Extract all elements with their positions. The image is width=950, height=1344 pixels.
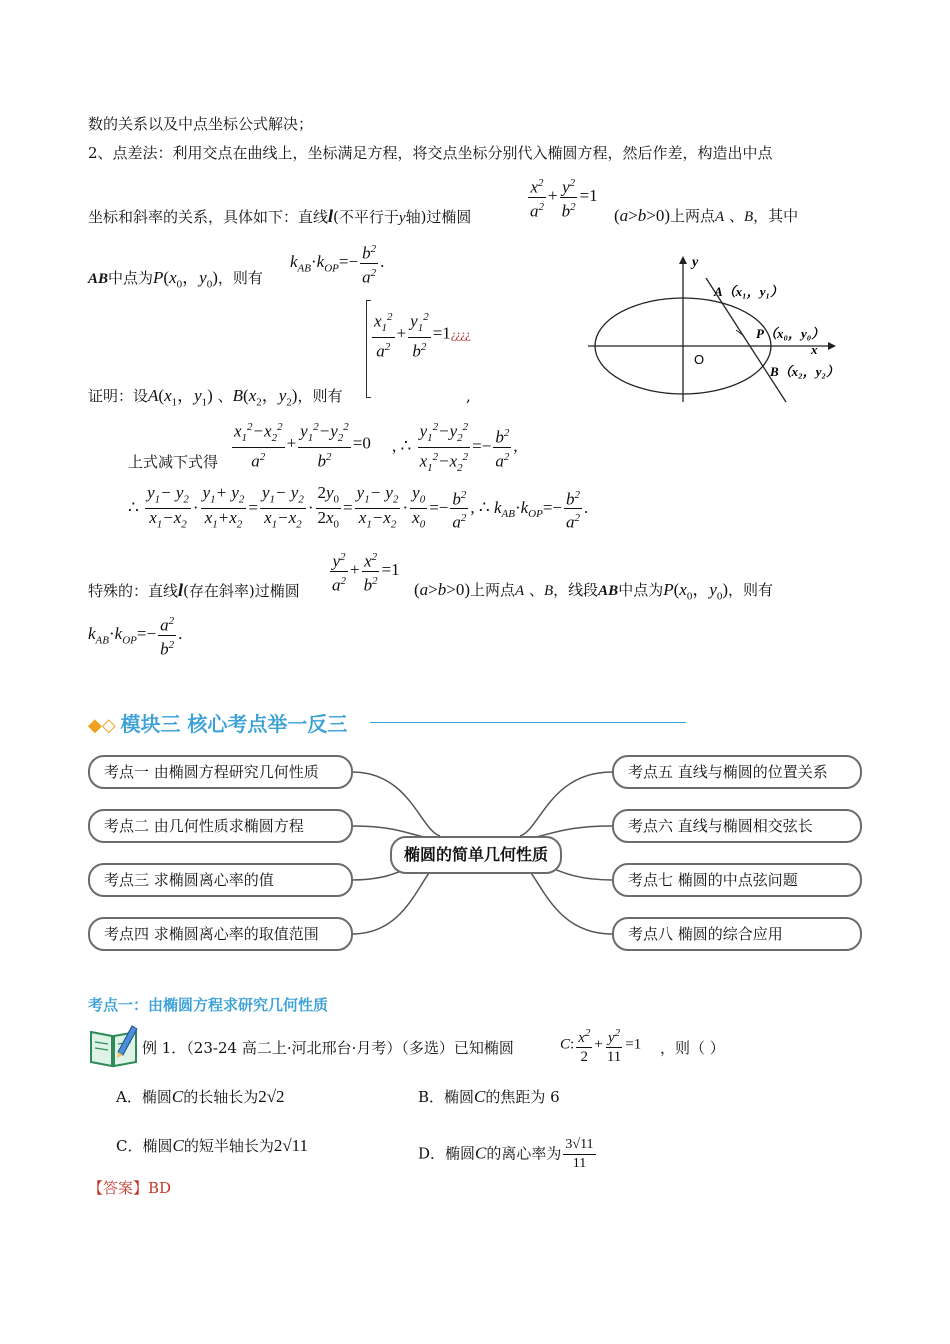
option-a[interactable]: A．椭圆C的长轴长为2√2 xyxy=(116,1087,285,1106)
ellipse-equation-2: $\frac{y^2}{a^2}$ + $\frac{x^2}{b^2}$ =1 xyxy=(328,548,400,594)
intro-line-3-d: 上两点 xyxy=(670,207,716,225)
mindmap-node-5[interactable]: 考点五 直线与椭圆的位置关系 xyxy=(612,755,862,789)
proof-system-eq1: $\frac{x_1^2}{a^2}$ + $\frac{y_1^2}{b^2}$ =1¿¿¿¿ xyxy=(370,308,470,361)
special-f: ，则有 xyxy=(728,581,774,599)
book-pencil-icon xyxy=(88,1022,140,1068)
option-b-label: B．椭圆 xyxy=(418,1088,475,1106)
option-c[interactable]: C．椭圆C的短半轴长为2√11 xyxy=(116,1136,309,1155)
intro-line-3: 坐标和斜率的关系，具体如下：直线l(不平行于y轴)过椭圆 xyxy=(88,206,472,226)
subtract-equation: $\frac{x_1^2-x_2^2}{a^2}$ + $\frac{y_1^2-y_2^2}{b^2}$ =0 xyxy=(230,418,371,471)
proof-comma: , xyxy=(466,387,471,405)
special-line-tail: (a>b>0)上两点A 、B，线段AB中点为$P(x_0$，$y_0$)，则有 xyxy=(414,580,774,603)
mindmap-node-2[interactable]: 考点二 由几何性质求椭圆方程 xyxy=(88,809,353,843)
y-axis-label: y xyxy=(692,255,699,270)
intro-line-2: 2、点差法：利用交点在曲线上，坐标满足方程，将交点坐标分别代入椭圆方程，然后作差，构造出中点 xyxy=(88,144,773,162)
module-title: 模块三 核心考点举一反三 xyxy=(120,712,348,736)
option-c-tail: 的短半轴长为 xyxy=(183,1137,274,1155)
ellipse-figure xyxy=(588,252,850,412)
special-line: 特殊的：直线l(存在斜率)过椭圆 xyxy=(88,580,300,600)
mindmap-node-6[interactable]: 考点六 直线与椭圆相交弦长 xyxy=(612,809,862,843)
subtract-label: 上式减下式得 xyxy=(128,453,219,471)
proof-label: 证明：设 xyxy=(88,387,149,405)
special-a: 特殊的：直线 xyxy=(88,582,179,600)
special-b: (存在斜率)过椭圆 xyxy=(183,582,300,600)
intro-line-3-tail: (a>b>0)上两点A 、B，其中 xyxy=(614,206,799,225)
mindmap-node-7[interactable]: 考点七 椭圆的中点弦问题 xyxy=(612,863,862,897)
option-a-tail: 的长轴长为 xyxy=(183,1088,259,1106)
special-e: 中点为 xyxy=(618,581,664,599)
x-axis-arrow xyxy=(828,342,836,350)
therefore-equation: ∴ $\frac{y_1- y_2}{x_1-x_2}$ · $\frac{y_1+ y_2}{x_1+x_2}$ = $\frac{y_1- y_2}{x_1-x_2}$ · $\frac{2y_0}{2x_0}$ = $\frac{y_1- y_2}{x_1-x_2}$ · $\frac{y_0}{x_0}$ =− $\frac{b^2}{a^2}$ , ∴ $k_{AB}\cdot k_{OP}=-$ $\frac{b^2}{a^2}$ . xyxy=(128,483,589,533)
module-divider xyxy=(370,722,686,723)
diamond-icon: ◆◇ xyxy=(88,715,116,736)
intro-line-3-e: ，其中 xyxy=(753,207,799,225)
mindmap-node-8[interactable]: 考点八 椭圆的综合应用 xyxy=(612,917,862,951)
intro-line-3-b: (不平行于 xyxy=(333,208,399,226)
option-d-label: D．椭圆 xyxy=(418,1144,476,1163)
mindmap-center[interactable]: 椭圆的简单几何性质 xyxy=(390,836,562,874)
proof-line: 证明：设$A(x_1$，$y_1$) 、$B(x_2$，$y_2$)，则有 xyxy=(88,386,343,409)
option-c-label: C．椭圆 xyxy=(116,1137,173,1155)
option-a-label: A．椭圆 xyxy=(116,1088,172,1106)
answer-tag: 【答案】 xyxy=(88,1179,149,1197)
section-heading: 考点一：由椭圆方程求研究几何性质 xyxy=(88,996,329,1014)
option-b-tail: 的焦距为 6 xyxy=(485,1088,560,1106)
intro-line-4-b: ，则有 xyxy=(217,269,263,287)
mindmap-node-4[interactable]: 考点四 求椭圆离心率的取值范围 xyxy=(88,917,353,951)
module-header xyxy=(88,708,347,737)
special-d: ，线段 xyxy=(553,581,599,599)
answer-line xyxy=(88,1178,171,1198)
option-b[interactable]: B．椭圆C的焦距为 6 xyxy=(418,1087,560,1106)
intro-line-4: AB中点为$P(x_0$，$y_0$)，则有 xyxy=(88,268,263,291)
intro-line-4-a: 中点为 xyxy=(108,269,154,287)
mindmap-node-1[interactable]: 考点一 由椭圆方程研究几何性质 xyxy=(88,755,353,789)
example-1-prefix: 例 1．（23-24 高二上·河北邢台·月考）（多选）已知椭圆 xyxy=(142,1039,514,1057)
point-b-label: B（x₂，y₂） xyxy=(770,364,840,379)
intro-line-3-c: 轴)过椭圆 xyxy=(405,208,472,226)
ratio-equation: , ∴ $\frac{y_1^2-y_2^2}{x_1^2-x_2^2}$ =− $\frac{b^2}{a^2}$ , xyxy=(392,418,518,477)
point-a-label: A（x₁，y₁） xyxy=(714,284,784,299)
origin-label: O xyxy=(694,352,705,367)
proof-then: ，则有 xyxy=(297,387,343,405)
point-p-label: P（x₀，y₀） xyxy=(756,326,825,341)
example-1-equation: C: $\frac{x^2}{2}$ + $\frac{y^2}{11}$ =1 xyxy=(560,1024,641,1066)
y-axis-arrow xyxy=(679,256,687,264)
intro-line-3-a: 坐标和斜率的关系，具体如下：直线 xyxy=(88,208,329,226)
ellipse-equation-1: $\frac{x^2}{a^2}$ + $\frac{y^2}{b^2}$ =1 xyxy=(526,174,598,220)
option-d[interactable]: D．椭圆C的离心率为 $\frac{3√11}{11}$ xyxy=(418,1137,594,1171)
answer-value: BD xyxy=(148,1179,172,1197)
intro-line-1: 数的关系以及中点坐标公式解决； xyxy=(88,115,314,133)
special-formula: $k_{AB}\cdot k_{OP}=-$ $\frac{a^2}{b^2}$ . xyxy=(88,612,182,658)
special-c: 上两点 xyxy=(470,581,516,599)
x-axis-label: x xyxy=(811,342,818,357)
example-1-suffix: ，则（ ） xyxy=(660,1039,725,1057)
mindmap-node-3[interactable]: 考点三 求椭圆离心率的值 xyxy=(88,863,353,897)
slope-product-formula: $k_{AB}\cdot k_{OP}=-$ $\frac{b^2}{a^2}$ . xyxy=(290,240,384,286)
option-d-tail: 的离心率为 xyxy=(486,1144,562,1163)
